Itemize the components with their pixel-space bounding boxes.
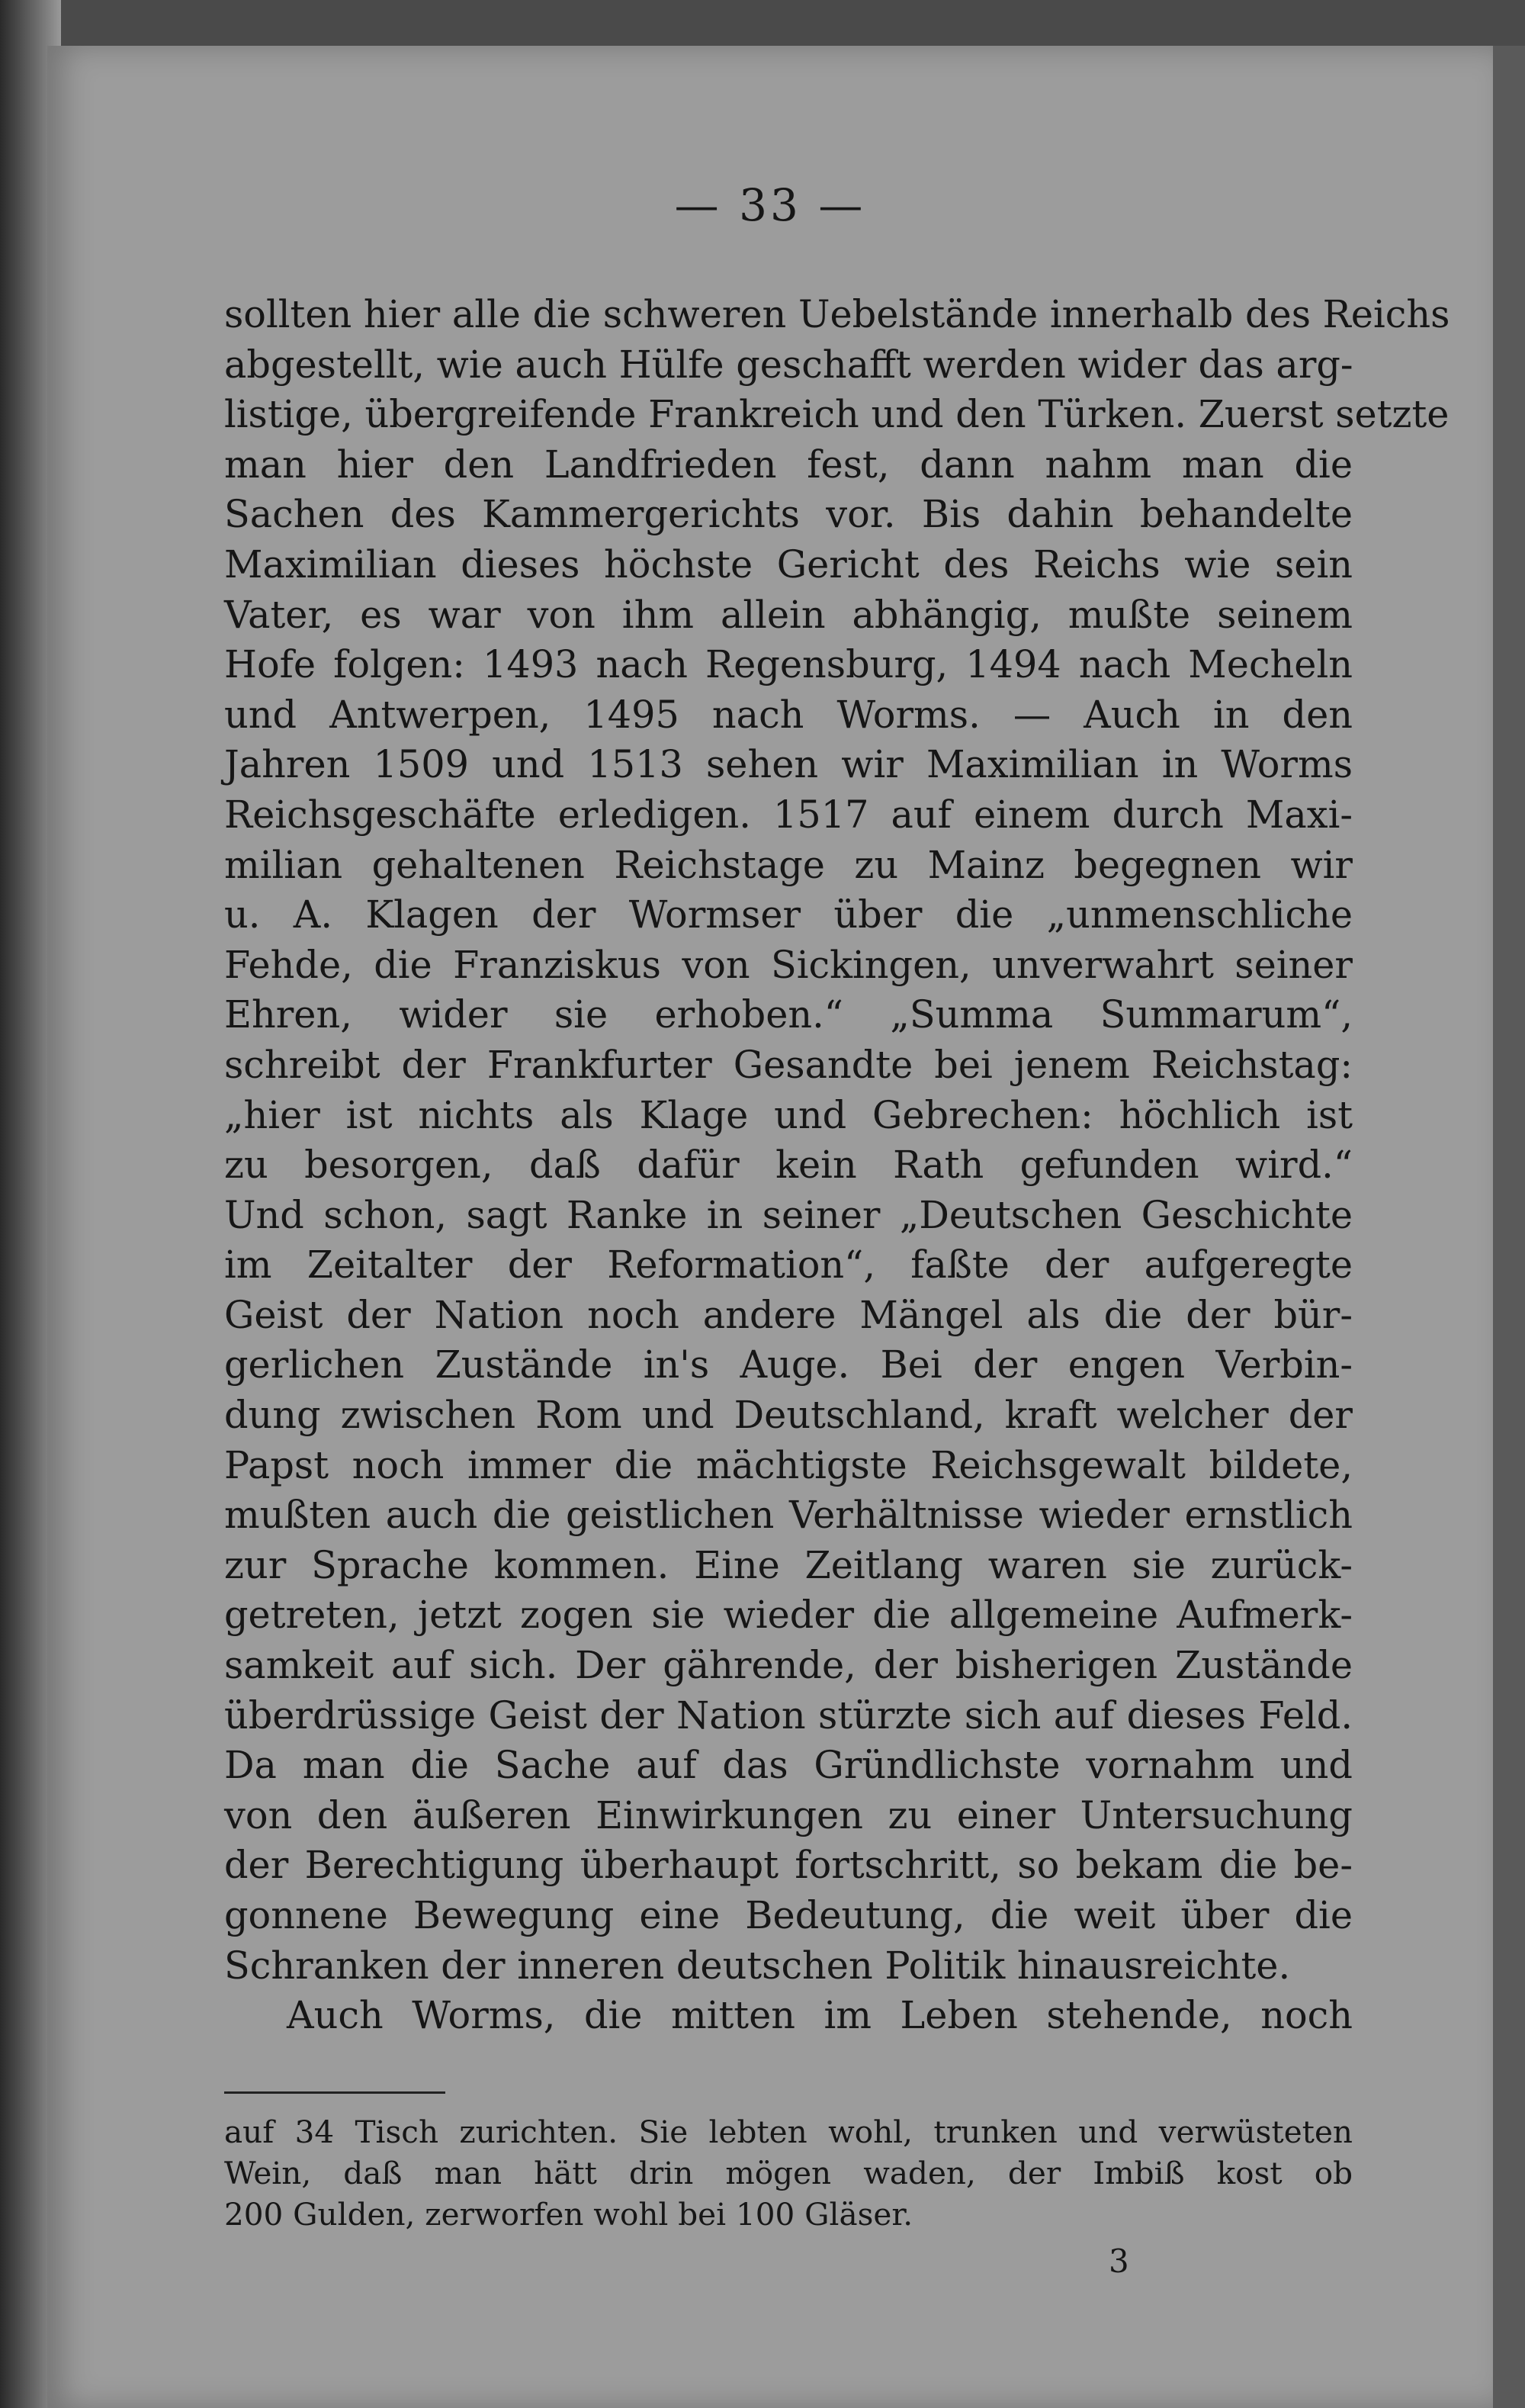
page-number: — 33 — [674,179,866,231]
footnote-line: 200 Gulden, zerworfen wohl bei 100 Gläser. [224,2196,913,2233]
signature-mark: 3 [1109,2242,1129,2280]
text-line: Hofe folgen: 1493 nach Regensburg, 1494 nach Mecheln [224,642,1353,687]
text-line: Reichsgeschäfte erledigen. 1517 auf einem durch Maxi- [224,792,1353,837]
text-line: überdrüssige Geist der Nation stürzte sich auf dieses Feld. [224,1693,1353,1738]
text-line: Jahren 1509 und 1513 sehen wir Maximilian in Worms [224,742,1353,787]
text-line: der Berechtigung überhaupt fortschritt, so bekam die be- [224,1843,1353,1888]
book-page [47,46,1493,2408]
text-line: und Antwerpen, 1495 nach Worms. — Auch in den [224,692,1353,737]
text-line: „hier ist nichts als Klage und Gebrechen: höchlich ist [224,1092,1353,1137]
text-line: Da man die Sache auf das Gründlichste vornahm und [224,1743,1353,1788]
text-line: Ehren, wider sie erhoben.“ „Summa Summarum“, [224,992,1353,1037]
text-line: gerlichen Zustände in's Auge. Bei der engen Verbin- [224,1342,1353,1387]
text-line: Auch Worms, die mitten im Leben stehende, noch [287,1993,1353,2038]
text-line: Sachen des Kammergerichts vor. Bis dahin behandelte [224,492,1353,537]
footnote-line: Wein, daß man hätt drin mögen waden, der Imbiß kost ob [224,2155,1353,2191]
text-line: Maximilian dieses höchste Gericht des Reichs wie sein [224,542,1353,587]
text-line: Schranken der inneren deutschen Politik hinausreichte. [224,1943,1291,1988]
footnote-line: auf 34 Tisch zurichten. Sie lebten wohl, trunken und verwüsteten [224,2114,1353,2150]
text-line: mußten auch die geistlichen Verhältnisse wieder ernstlich [224,1493,1353,1538]
text-line: Und schon, sagt Ranke in seiner „Deutschen Geschichte [224,1192,1353,1237]
text-line: abgestellt, wie auch Hülfe geschafft werden wider das arg- [224,342,1353,387]
text-line: von den äußeren Einwirkungen zu einer Untersuchung [224,1792,1353,1837]
text-line: gonnene Bewegung eine Bedeutung, die weit über die [224,1893,1353,1937]
text-line: zu besorgen, daß dafür kein Rath gefunden wird.“ [224,1143,1353,1188]
text-line: Geist der Nation noch andere Mängel als die der bür- [224,1292,1353,1337]
text-line: zur Sprache kommen. Eine Zeitlang waren sie zurück- [224,1542,1353,1587]
text-line: samkeit auf sich. Der gährende, der bisherigen Zustände [224,1643,1353,1688]
footnote-separator [224,2091,445,2094]
text-line: man hier den Landfrieden fest, dann nahm man die [224,442,1353,487]
text-line: im Zeitalter der Reformation“, faßte der aufgeregte [224,1243,1353,1288]
text-line: schreibt der Frankfurter Gesandte bei jenem Reichstag: [224,1042,1353,1087]
text-line: dung zwischen Rom und Deutschland, kraft welcher der [224,1393,1353,1438]
scan-right-edge [1493,46,1525,2408]
text-line: milian gehaltenen Reichstage zu Mainz begegnen wir [224,842,1353,887]
text-line: Fehde, die Franziskus von Sickingen, unverwahrt seiner [224,942,1353,987]
text-line: Papst noch immer die mächtigste Reichsgewalt bildete, [224,1442,1353,1487]
text-line: sollten hier alle die schweren Uebelstände innerhalb des Reichs [224,292,1450,336]
text-line: u. A. Klagen der Wormser über die „unmenschliche [224,892,1353,937]
text-line: listige, übergreifende Frankreich und den Türken. Zuerst setzte [224,392,1450,437]
text-line: getreten, jetzt zogen sie wieder die allgemeine Aufmerk- [224,1593,1353,1638]
text-line: Vater, es war von ihm allein abhängig, mußte seinem [224,592,1353,637]
body-text [224,290,1450,2041]
footnote [224,2111,1353,2235]
